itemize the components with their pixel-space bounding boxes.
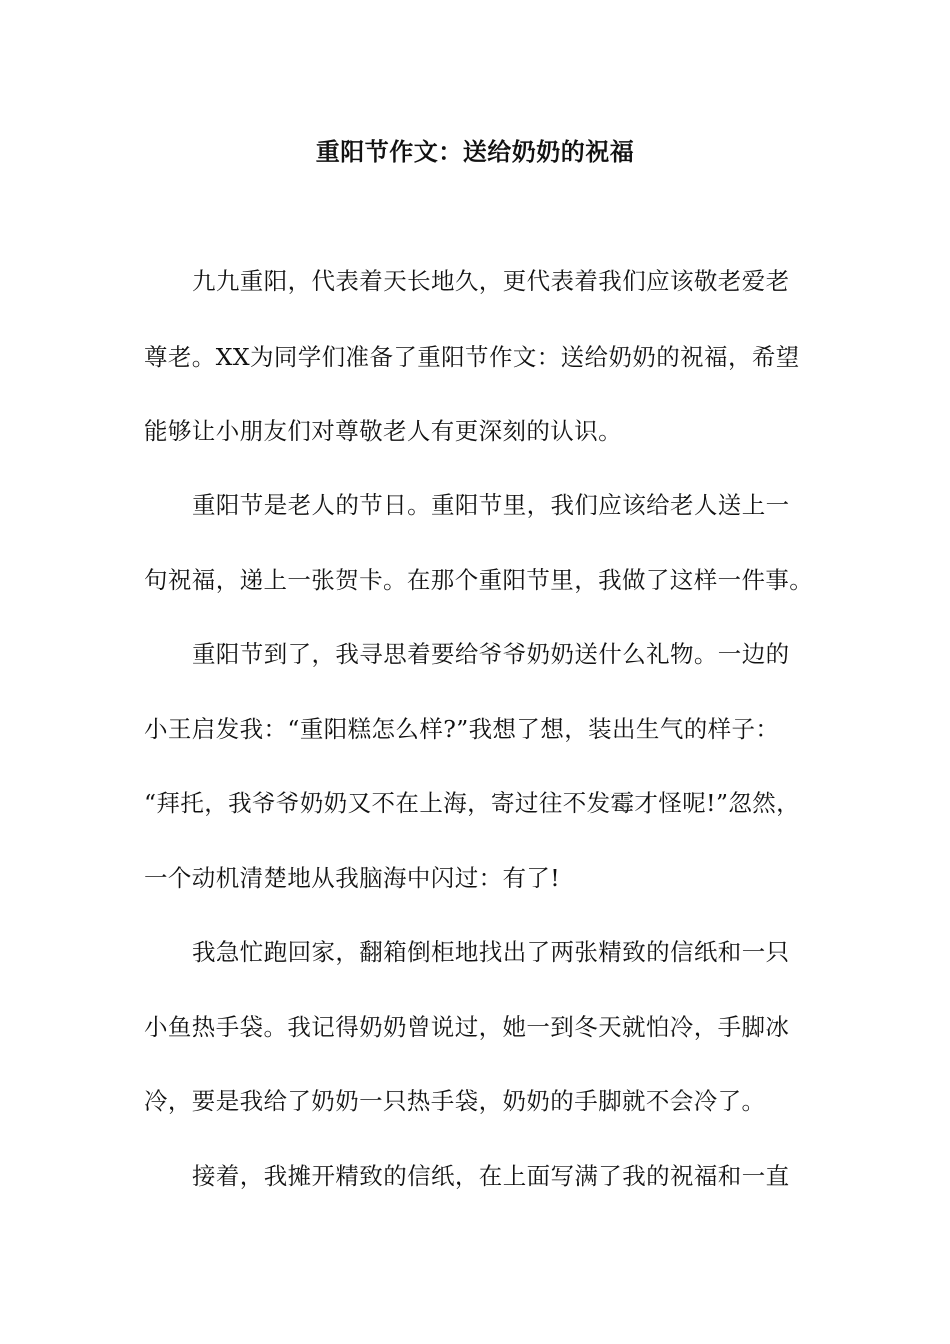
text-line: 能够让小朋友们对尊敬老人有更深刻的认识。 [144,417,622,445]
text-line: 小王启发我：“重阳糕怎么样?”我想了想，装出生气的样子： [144,715,780,743]
text-line: 冷，要是我给了奶奶一只热手袋，奶奶的手脚就不会冷了。 [144,1087,766,1115]
text-line: 句祝福，递上一张贺卡。在那个重阳节里，我做了这样一件事。 [144,566,814,594]
text-line: 一个动机清楚地从我脑海中闪过：有了! [144,864,561,892]
text-line: 九九重阳，代表着天长地久，更代表着我们应该敬老爱老 [192,267,790,295]
text-line: 重阳节是老人的节日。重阳节里，我们应该给老人送上一 [192,491,790,519]
text-line: 重阳节到了，我寻思着要给爷爷奶奶送什么礼物。一边的 [192,640,790,668]
text-line: 尊老。XX为同学们准备了重阳节作文：送给奶奶的祝福，希望 [144,343,800,371]
text-line: 我急忙跑回家，翻箱倒柜地找出了两张精致的信纸和一只 [192,938,790,966]
text-line: 小鱼热手袋。我记得奶奶曾说过，她一到冬天就怕冷，手脚冰 [144,1013,790,1041]
text-line: “拜托，我爷爷奶奶又不在上海，寄过往不发霉才怪呢!”忽然， [144,789,801,817]
text-line: 接着，我摊开精致的信纸，在上面写满了我的祝福和一直 [192,1162,790,1190]
document-title: 重阳节作文：送给奶奶的祝福 [315,137,635,166]
